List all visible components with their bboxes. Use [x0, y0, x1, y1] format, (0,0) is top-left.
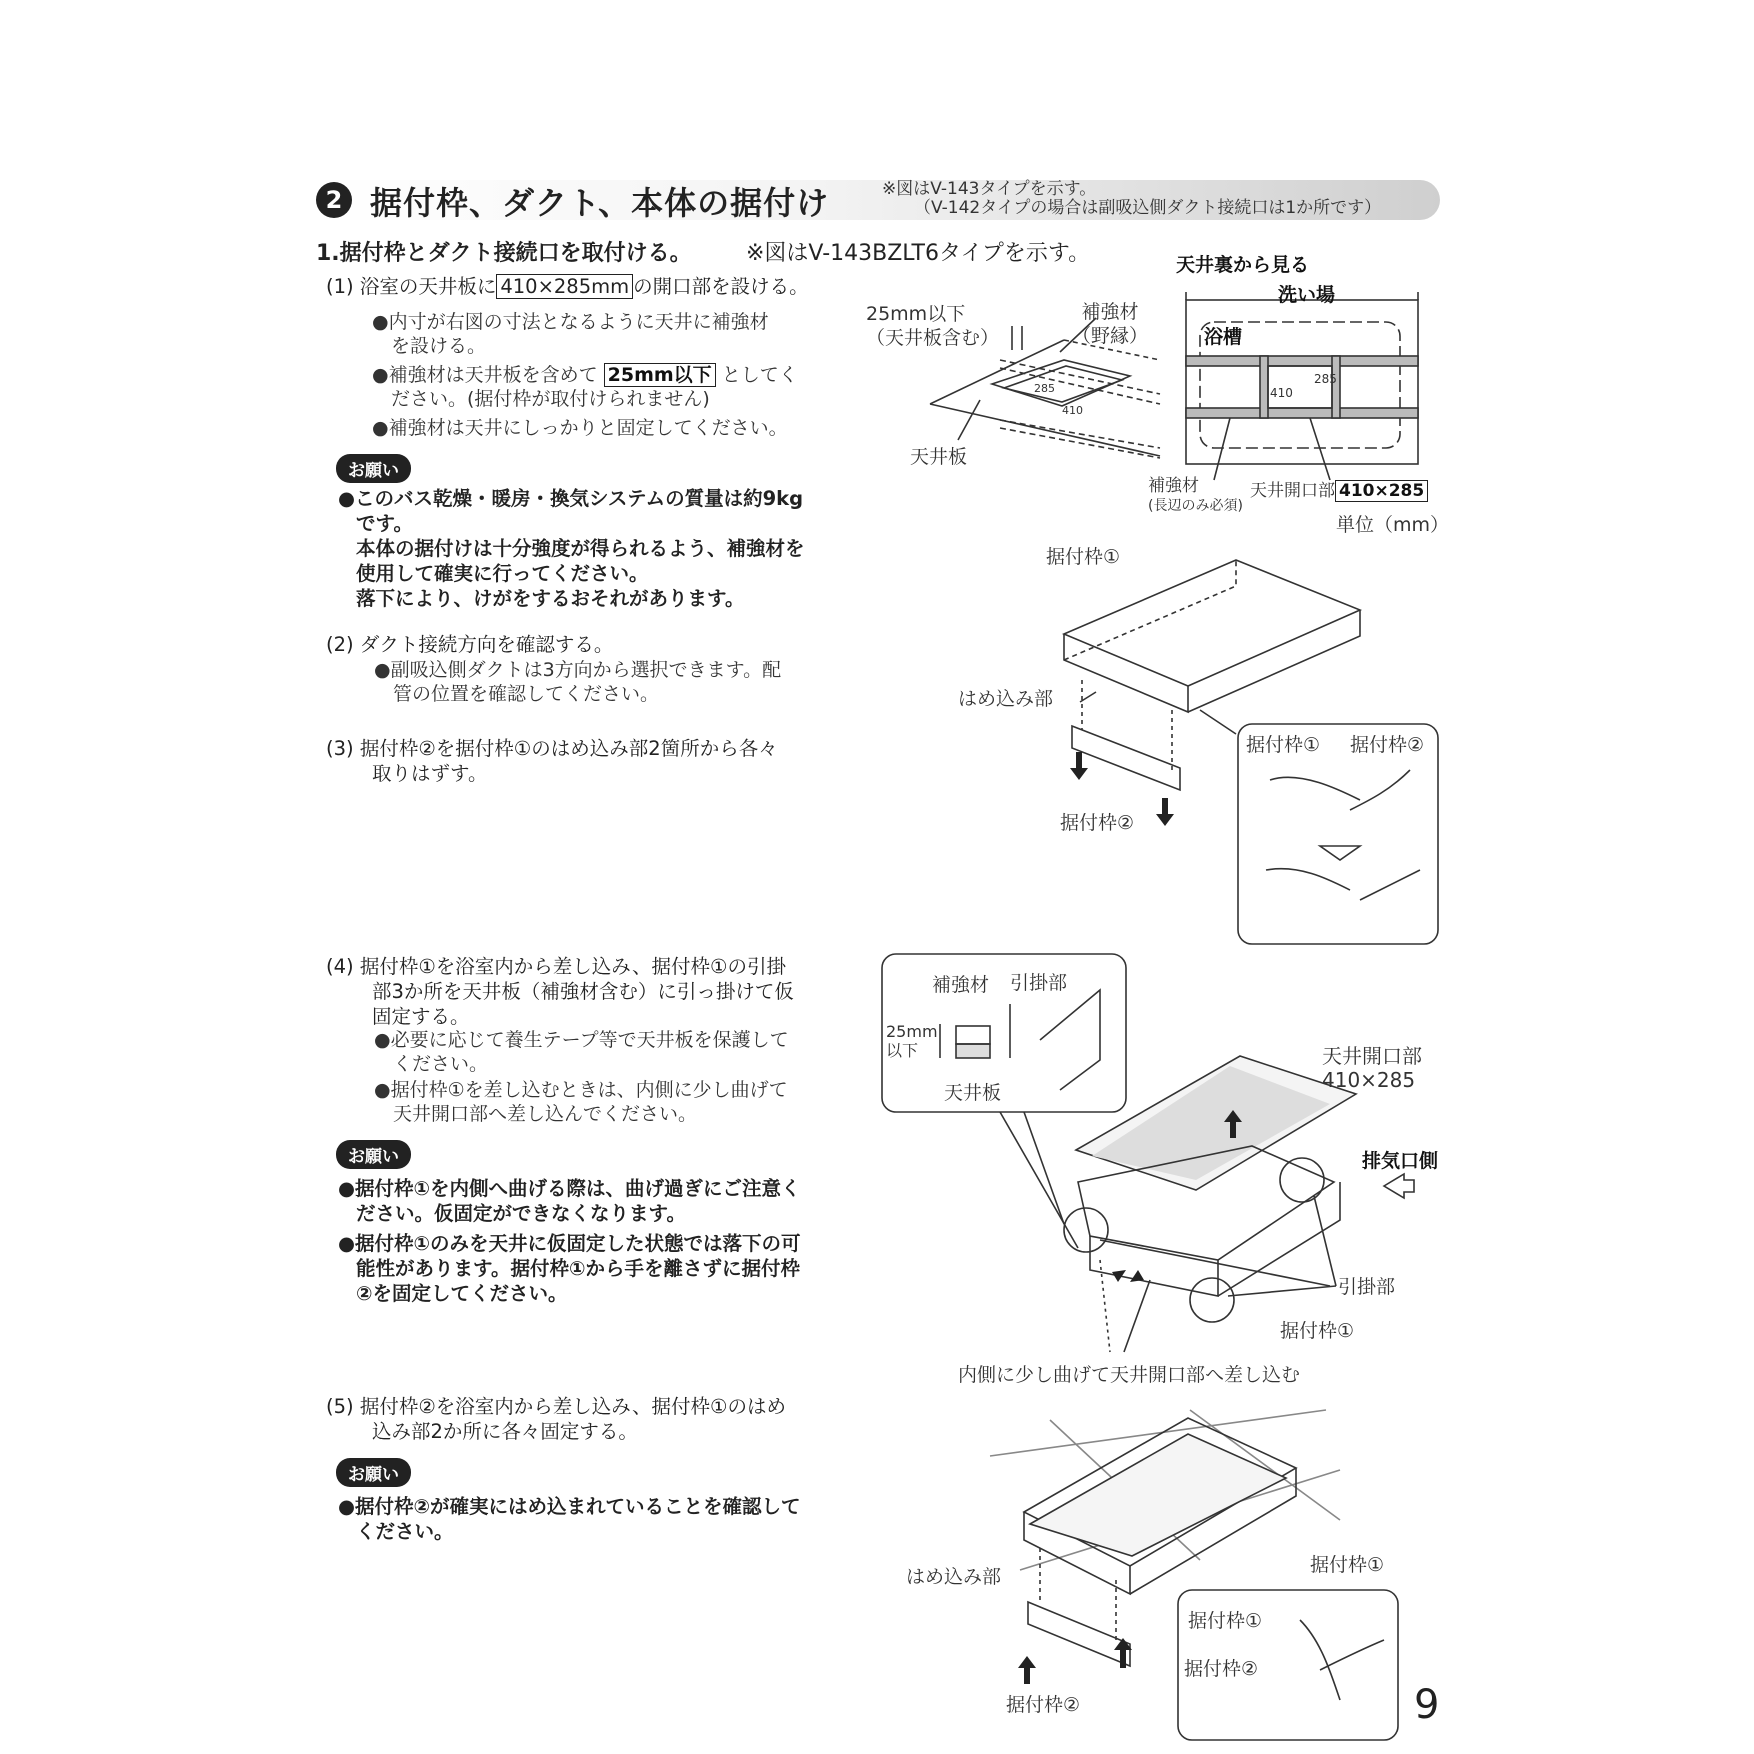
fig4-caption: 内側に少し曲げて天井開口部へ差し込む — [958, 1364, 1301, 1386]
item1-bullet3: ●補強材は天井にしっかりと固定してください。 — [372, 417, 788, 439]
item4-line2: 部3か所を天井板（補強材含む）に引っ掛けて仮 — [372, 980, 794, 1003]
fig2-opening-label: 天井開口部 — [1250, 481, 1335, 501]
fig2-reinforcement — [1148, 476, 1243, 516]
fig1-reinf-line2: （野縁） — [1072, 325, 1149, 347]
item3-num: (3) — [326, 737, 354, 760]
fig4-reinforcement: 補強材 — [932, 974, 990, 996]
item5-line2: 込み部2か所に各々固定する。 — [372, 1420, 638, 1443]
fig4-opening — [1322, 1044, 1422, 1092]
item1-bullet2-box: 25mm以下 — [604, 363, 716, 387]
fig3-inset-frame2: 据付枠② — [1350, 734, 1425, 756]
warning3-line2: ください。 — [356, 1520, 454, 1543]
step1-heading: 1.据付枠とダクト接続口を取付ける。 — [316, 241, 692, 266]
fig1-reinforcement-label — [1072, 300, 1148, 348]
fig2-plan-drawing — [1186, 292, 1418, 480]
item1-bullet2-line2: ださい。(据付枠が取付けられません) — [391, 388, 710, 410]
warning2-b1-line2: ださい。仮固定ができなくなります。 — [356, 1202, 686, 1225]
fig1-reinf-line1: 補強材 — [1081, 301, 1139, 323]
item2-bullet-line1: ●副吸込側ダクトは3方向から選択できます。配 — [374, 659, 782, 681]
fig4-ceiling: 天井板 — [944, 1082, 1002, 1104]
fig2-washing-area: 洗い場 — [1278, 284, 1336, 306]
item2-num: (2) — [326, 633, 354, 656]
fig2-dim-285: 285 — [1314, 372, 1337, 386]
item4-bullet2-line1: ●据付枠①を差し込むときは、内側に少し曲げて — [374, 1079, 788, 1101]
page-number: 9 — [1414, 1682, 1440, 1728]
fig4-opening-line2: 410×285 — [1322, 1068, 1416, 1092]
fig3-frame1-label: 据付枠① — [1046, 546, 1121, 568]
fig1-dim-line1: 25mm以下 — [866, 303, 966, 325]
warning1-line5: 落下により、けがをするおそれがあります。 — [356, 587, 745, 610]
fig5-inset-frame1: 据付枠① — [1188, 1610, 1263, 1632]
fig4-opening-line1: 天井開口部 — [1322, 1044, 1422, 1068]
item4-bullet2-line2: 天井開口部へ差し込んでください。 — [393, 1103, 698, 1125]
warning2-b1-line1: ●据付枠①を内側へ曲げる際は、曲げ過ぎにご注意く — [338, 1177, 801, 1200]
fig2-unit: 単位（mm） — [1336, 514, 1450, 536]
section-number: 2 — [316, 182, 352, 218]
fig1-dim-line2: （天井板含む） — [866, 327, 1000, 349]
item1-num: (1) — [326, 275, 354, 298]
item4-line1: 据付枠①を浴室内から差し込み、据付枠①の引掛 — [359, 955, 786, 978]
item1-size-box: 410×285mm — [496, 274, 633, 299]
fig3-frame2-label: 据付枠② — [1060, 812, 1135, 834]
item4-line3: 固定する。 — [372, 1005, 470, 1028]
fig1-dim-285: 285 — [1034, 382, 1055, 395]
warning2-b2-line3: ②を固定してください。 — [356, 1282, 568, 1305]
warning1-line1: ●このバス乾燥・暖房・換気システムの質量は約9kg — [338, 487, 804, 510]
warning1-line2: です。 — [356, 512, 413, 535]
item4-bullet1-line2: ください。 — [393, 1053, 489, 1075]
fig4-frame1: 据付枠① — [1280, 1320, 1355, 1342]
fig2-title: 天井裏から見る — [1176, 254, 1310, 276]
fig5-frame2: 据付枠② — [1006, 1694, 1081, 1716]
item3-line2: 取りはずす。 — [372, 762, 488, 785]
fig1-dim-410: 410 — [1062, 404, 1083, 417]
warning2-b2-line1: ●据付枠①のみを天井に仮固定した状態では落下の可 — [338, 1232, 801, 1255]
fig1-ceiling-label: 天井板 — [910, 446, 968, 468]
section-note-line2: （V-142タイプの場合は副吸込側ダクト接続口は1か所です） — [914, 198, 1382, 218]
fig2-opening-box: 410×285 — [1335, 480, 1428, 502]
item4-num: (4) — [326, 955, 354, 978]
warning3-line1: ●据付枠②が確実にはめ込まれていることを確認して — [338, 1495, 801, 1518]
fig2-reinf-label: 補強材 — [1148, 476, 1199, 496]
fig2-reinf-note: (長辺のみ必須) — [1148, 498, 1243, 514]
item1-pre: 浴室の天井板に — [359, 275, 497, 298]
warning1-line3: 本体の据付けは十分強度が得られるよう、補強材を — [356, 537, 805, 560]
item1-bullet1-line1: ●内寸が右図の寸法となるように天井に補強材 — [372, 311, 769, 333]
fig4-dim — [886, 1022, 938, 1060]
fig3-inset-frame1: 据付枠① — [1246, 734, 1321, 756]
item4-bullet1-line1: ●必要に応じて養生テープ等で天井板を保護して — [374, 1029, 789, 1051]
item1-post: の開口部を設ける。 — [633, 275, 809, 298]
request-badge-3: お願い — [336, 1458, 411, 1487]
item1-bullet2-pre: ●補強材は天井板を含めて — [372, 364, 598, 386]
fig5-frame1: 据付枠① — [1310, 1554, 1385, 1576]
fig1-dim-label — [866, 302, 999, 350]
fig4-dim-line2: 以下 — [886, 1041, 919, 1060]
fig5-inset-frame2: 据付枠② — [1184, 1658, 1259, 1680]
fig3-fitting-part-label: はめ込み部 — [958, 688, 1054, 710]
fig4-hook: 引掛部 — [1010, 972, 1068, 994]
item5-num: (5) — [326, 1395, 354, 1418]
item1-bullet1-line2: を設ける。 — [391, 335, 487, 357]
request-badge-2: お願い — [336, 1140, 411, 1169]
request-badge-1: お願い — [336, 454, 411, 483]
fig2-bathtub: 浴槽 — [1204, 326, 1243, 348]
item2-text: ダクト接続方向を確認する。 — [359, 633, 614, 656]
item1-bullet2-post: としてく — [721, 364, 798, 386]
fig3-inset-drawing — [1238, 724, 1438, 944]
fig2-dim-410: 410 — [1270, 386, 1293, 400]
item5-line1: 据付枠②を浴室内から差し込み、据付枠①のはめ — [359, 1395, 786, 1418]
item2-bullet-line2: 管の位置を確認してください。 — [393, 683, 660, 705]
fig2-opening — [1250, 476, 1428, 501]
fig4-exhaust-side: 排気口側 — [1362, 1150, 1439, 1172]
item3-line1: 据付枠②を据付枠①のはめ込み部2箇所から各々 — [359, 737, 778, 760]
fig5-fitting-part: はめ込み部 — [906, 1566, 1002, 1588]
fig4-dim-line1: 25mm — [886, 1022, 938, 1041]
section-title: 据付枠、ダクト、本体の据付け — [370, 184, 830, 222]
step1-note: ※図はV-143BZLT6タイプを示す。 — [746, 241, 1091, 266]
warning2-b2-line2: 能性があります。据付枠①から手を離さずに据付枠 — [356, 1257, 800, 1280]
fig4-main-drawing — [1000, 1056, 1414, 1352]
warning1-line4: 使用して確実に行ってください。 — [356, 562, 649, 585]
section-note-line1: ※図はV-143タイプを示す。 — [882, 179, 1097, 199]
fig4-hook2: 引掛部 — [1338, 1276, 1396, 1298]
